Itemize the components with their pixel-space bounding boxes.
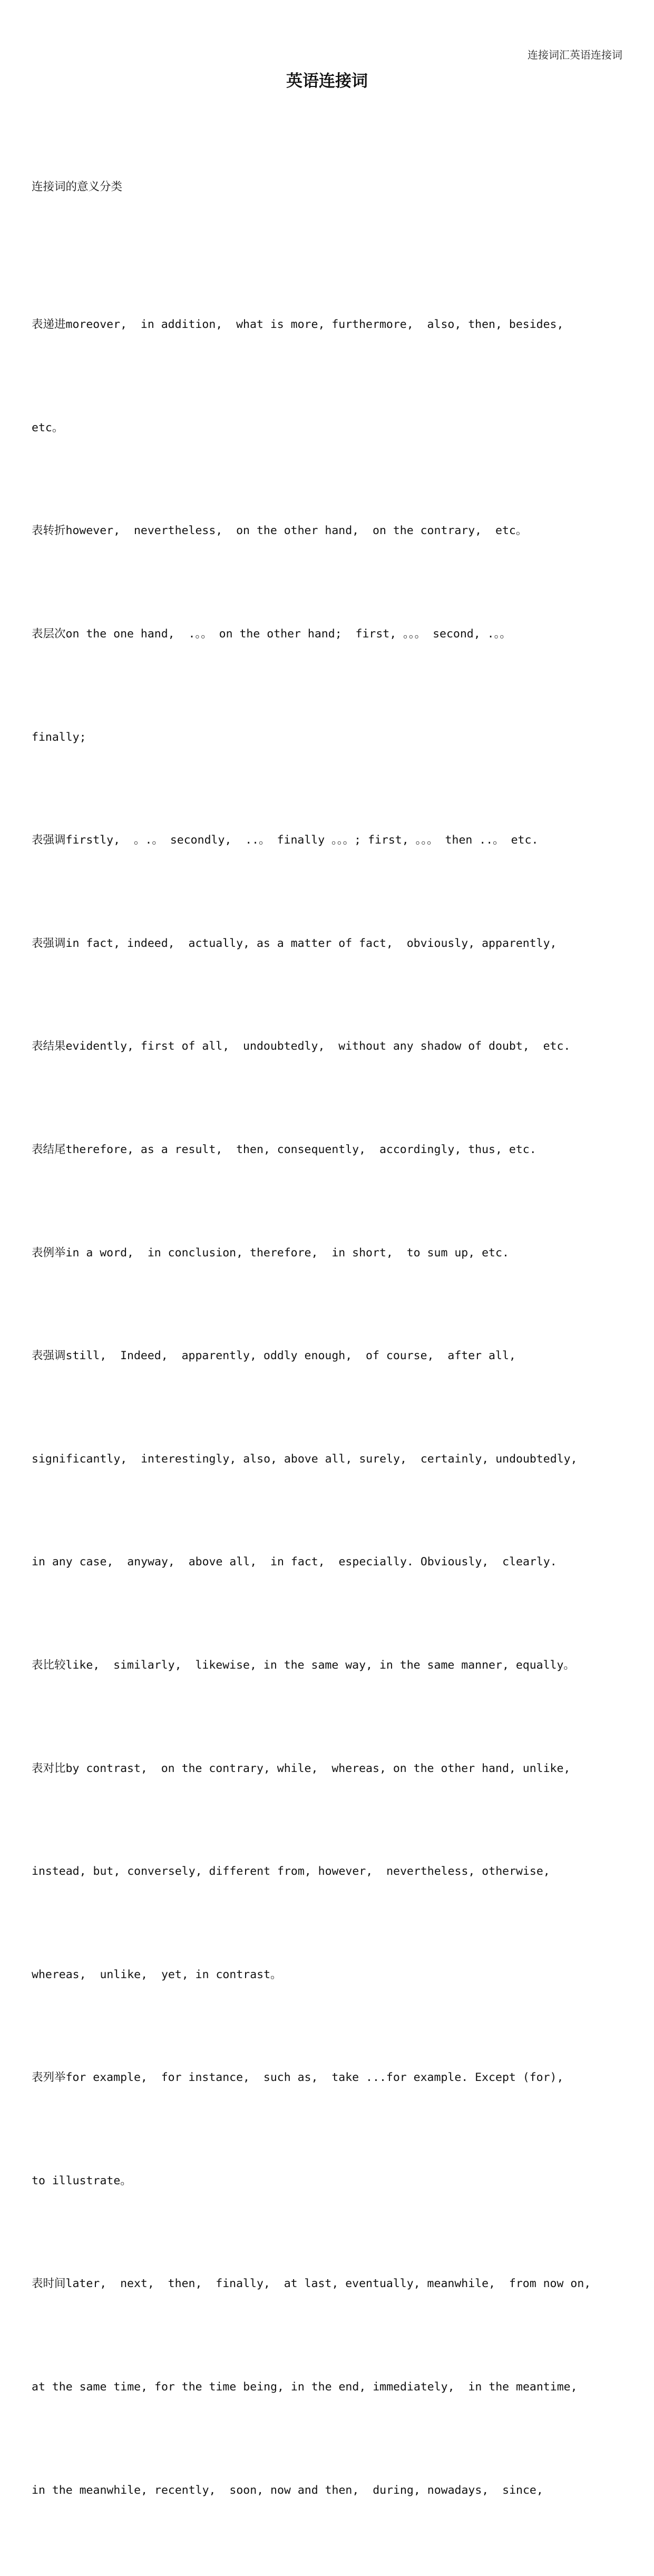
entry-text: in any case, anyway, above all, in fact, especially. Obviously, clearly. — [32, 1555, 557, 1569]
entry-text: at the same time, for the time being, in the end, immediately, in the meantime, — [32, 2380, 578, 2394]
entry-text: for example, for instance, such as, take ...for example. Except (for), — [65, 2071, 564, 2085]
entry-text: instead, but, conversely, different from, however, nevertheless, otherwise, — [32, 1865, 550, 1878]
entry-line — [32, 411, 632, 445]
entry-line — [32, 823, 632, 857]
entry-label: 表对比 — [32, 1761, 66, 1775]
entry-line — [32, 1236, 632, 1270]
entry-label: 表强调 — [32, 834, 66, 847]
entry-line — [32, 1751, 632, 1786]
entry-text: in a word, in conclusion, therefore, in short, to sum up, etc. — [65, 1246, 509, 1260]
entry-line — [32, 2370, 632, 2404]
entry-label: 表层次 — [32, 627, 66, 641]
entry-text: in fact, indeed, actually, as a matter of fact, obviously, apparently, — [65, 936, 557, 950]
entry-label: 表递进 — [32, 318, 66, 332]
entry-label: 表结果 — [32, 1040, 66, 1053]
entry-label: 表结尾 — [32, 1142, 66, 1156]
entry-text: to illustrate。 — [32, 2174, 132, 2187]
entry-label: 表例举 — [32, 1246, 66, 1260]
entry-label: 表强调 — [32, 1349, 66, 1363]
entry-line — [32, 514, 632, 548]
entry-text: etc。 — [32, 421, 64, 434]
entry-line — [32, 1339, 632, 1373]
entry-line — [32, 1545, 632, 1579]
entry-label: 表时间 — [32, 2277, 66, 2291]
entry-text: on the one hand, .。。 on the other hand; first, 。。。 second, .。。 — [65, 627, 511, 641]
entry-line — [32, 617, 632, 651]
entry-line — [32, 1442, 632, 1476]
entry-label: 表列举 — [32, 2071, 66, 2085]
entry-line — [32, 1648, 632, 1682]
entry-label: 表转折 — [32, 524, 66, 538]
entry-line — [32, 2060, 632, 2095]
entry-text: whereas, unlike, yet, in contrast。 — [32, 1968, 282, 1981]
entry-text: significantly, interestingly, also, above all, surely, certainly, undoubtedly, — [32, 1452, 578, 1466]
entry-line — [32, 2473, 632, 2507]
entry-text: in the meanwhile, recently, soon, now and then, during, nowadays, since, — [32, 2483, 543, 2497]
entry-text: moreover, in addition, what is more, furthermore, also, then, besides, — [65, 318, 564, 332]
entry-line — [32, 1854, 632, 1889]
entry-line — [32, 2164, 632, 2198]
entry-text: still, Indeed, apparently, oddly enough, of course, after all, — [65, 1349, 516, 1363]
entry-text: therefore, as a result, then, consequently, accordingly, thus, etc. — [65, 1142, 536, 1156]
document-body — [32, 101, 632, 2576]
entry-text: finally; — [32, 730, 86, 744]
document-title: 英语连接词 — [286, 72, 368, 91]
entry-text: by contrast, on the contrary, while, whereas, on the other hand, unlike, — [65, 1761, 571, 1775]
entry-line — [32, 1132, 632, 1167]
entry-text: evidently, first of all, undoubtedly, without any shadow of doubt, etc. — [65, 1040, 571, 1053]
running-header: 连接词汇英语连接词 — [528, 49, 622, 61]
entry-text: later, next, then, finally, at last, eventually, meanwhile, from now on, — [65, 2277, 591, 2291]
entry-line — [32, 2267, 632, 2301]
entry-line — [32, 1029, 632, 1063]
entry-line — [32, 1958, 632, 1992]
entry-line — [32, 720, 632, 754]
entry-text: however, nevertheless, on the other hand, on the contrary, etc。 — [65, 524, 528, 538]
entry-text: like, similarly, likewise, in the same way, in the same manner, equally。 — [65, 1658, 575, 1672]
entry-label: 表强调 — [32, 936, 66, 950]
entry-label: 表比较 — [32, 1658, 66, 1672]
section-heading: 连接词的意义分类 — [32, 180, 123, 194]
entry-text: firstly, 。.。 secondly, ..。 finally 。。。; first, 。。。 then ..。 etc. — [65, 834, 539, 847]
entry-line — [32, 307, 632, 342]
entry-line — [32, 926, 632, 961]
